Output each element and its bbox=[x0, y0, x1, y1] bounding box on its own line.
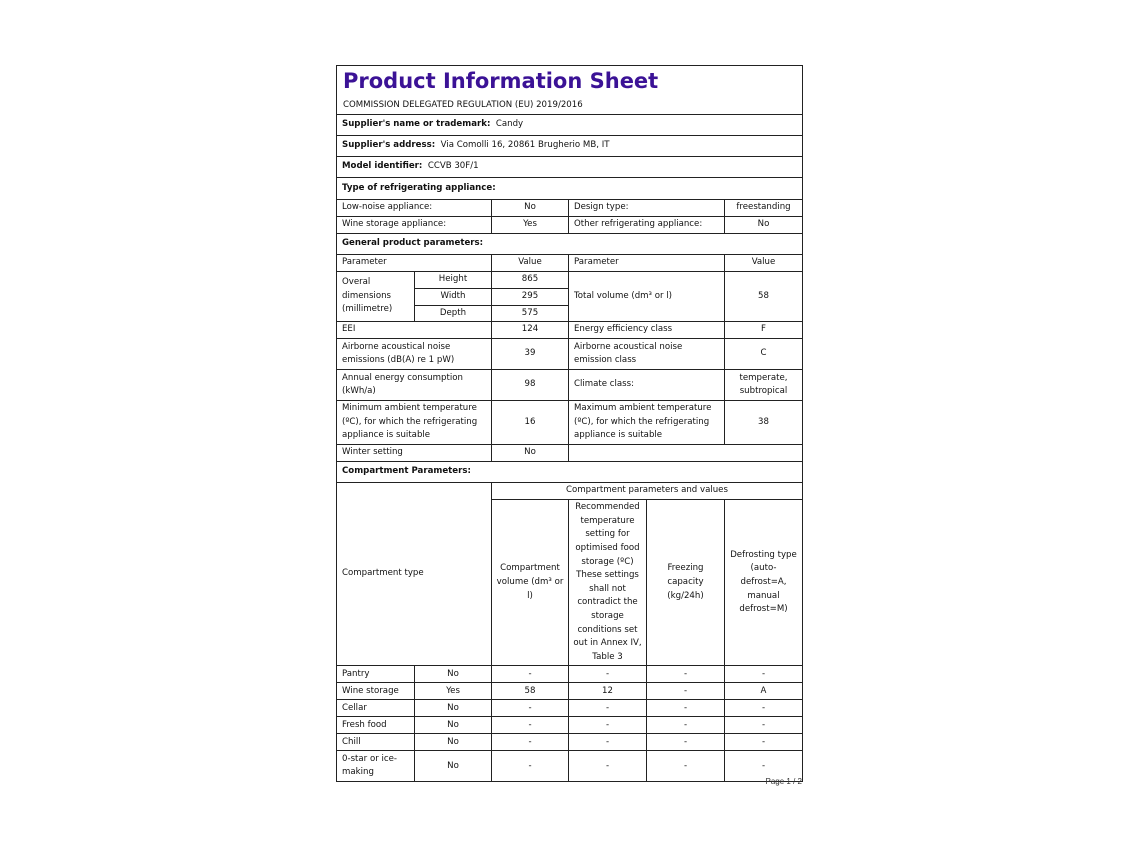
compartment-row bbox=[337, 666, 803, 683]
type-row bbox=[337, 217, 803, 234]
compartment-defrost: - bbox=[725, 717, 803, 734]
compartment-row bbox=[337, 717, 803, 734]
type-label: Design type: bbox=[569, 200, 725, 217]
address-label: Supplier's address: bbox=[342, 140, 436, 151]
compartment-type-header: Compartment type bbox=[337, 483, 492, 666]
compartment-freezing: - bbox=[647, 683, 725, 700]
compartment-present: No bbox=[415, 717, 492, 734]
general-heading: General product parameters: bbox=[337, 234, 803, 255]
compartment-freezing: - bbox=[647, 666, 725, 683]
general-row bbox=[337, 322, 803, 339]
param-label: Energy efficiency class bbox=[569, 322, 725, 339]
temperature-header: Recommended temperature setting for optimised food storage (ºC) These settings shall not contradict the storage conditions set out in Annex IV, Table 3 bbox=[569, 500, 647, 666]
page-number: Page 1 / 2 bbox=[765, 777, 802, 786]
compartment-group-header: Compartment parameters and values bbox=[492, 483, 803, 500]
winter-label: Winter setting bbox=[337, 445, 492, 462]
page-title: Product Information Sheet bbox=[343, 69, 659, 93]
column-header: Value bbox=[725, 255, 803, 272]
title-cell bbox=[337, 66, 803, 115]
param-label: Maximum ambient temperature (ºC), for which the refrigerating appliance is suitable bbox=[569, 401, 725, 445]
width-value: 295 bbox=[492, 289, 569, 306]
param-value: 16 bbox=[492, 401, 569, 445]
address-value: Via Comolli 16, 20861 Brugherio MB, IT bbox=[440, 140, 610, 151]
compartment-defrost: A bbox=[725, 683, 803, 700]
general-heading-row bbox=[337, 234, 803, 255]
width-label: Width bbox=[415, 289, 492, 306]
supplier-label: Supplier's name or trademark: bbox=[342, 119, 491, 130]
compartment-freezing: - bbox=[647, 751, 725, 782]
defrost-header: Defrosting type (auto-defrost=A, manual defrost=M) bbox=[725, 500, 803, 666]
model-value: CCVB 30F/1 bbox=[427, 161, 479, 172]
type-label: Other refrigerating appliance: bbox=[569, 217, 725, 234]
param-label: Annual energy consumption (kWh/a) bbox=[337, 370, 492, 401]
title-row bbox=[337, 66, 803, 115]
type-heading-row bbox=[337, 178, 803, 200]
param-value: 98 bbox=[492, 370, 569, 401]
address-row bbox=[337, 136, 803, 157]
compartment-present: No bbox=[415, 734, 492, 751]
compartment-volume: - bbox=[492, 700, 569, 717]
winter-row bbox=[337, 445, 803, 462]
type-value: No bbox=[725, 217, 803, 234]
compartment-temperature: - bbox=[569, 666, 647, 683]
compartment-temperature: 12 bbox=[569, 683, 647, 700]
compartment-name: Fresh food bbox=[337, 717, 415, 734]
param-value: F bbox=[725, 322, 803, 339]
type-heading: Type of refrigerating appliance: bbox=[337, 178, 803, 200]
compartment-volume: - bbox=[492, 751, 569, 782]
volume-header: Compartment volume (dm³ or l) bbox=[492, 500, 569, 666]
total-volume-value: 58 bbox=[725, 272, 803, 322]
compartment-row bbox=[337, 700, 803, 717]
compartment-name: Cellar bbox=[337, 700, 415, 717]
type-label: Low-noise appliance: bbox=[337, 200, 492, 217]
param-label: Climate class: bbox=[569, 370, 725, 401]
column-header: Value bbox=[492, 255, 569, 272]
compartment-temperature: - bbox=[569, 734, 647, 751]
freezing-header: Freezing capacity (kg/24h) bbox=[647, 500, 725, 666]
param-value: temperate, subtropical bbox=[725, 370, 803, 401]
compartment-volume: - bbox=[492, 666, 569, 683]
supplier-row bbox=[337, 115, 803, 136]
height-value: 865 bbox=[492, 272, 569, 289]
general-row bbox=[337, 339, 803, 370]
type-label: Wine storage appliance: bbox=[337, 217, 492, 234]
compartment-header-row bbox=[337, 483, 803, 500]
compartment-present: No bbox=[415, 666, 492, 683]
product-information-sheet bbox=[336, 65, 802, 782]
compartment-volume: - bbox=[492, 717, 569, 734]
general-row bbox=[337, 401, 803, 445]
compartment-defrost: - bbox=[725, 700, 803, 717]
type-value: No bbox=[492, 200, 569, 217]
compartment-name: Chill bbox=[337, 734, 415, 751]
compartment-freezing: - bbox=[647, 700, 725, 717]
type-row bbox=[337, 200, 803, 217]
compartment-temperature: - bbox=[569, 717, 647, 734]
param-value: C bbox=[725, 339, 803, 370]
column-header: Parameter bbox=[569, 255, 725, 272]
regulation-text: COMMISSION DELEGATED REGULATION (EU) 2019/2016 bbox=[343, 100, 583, 110]
param-label: Airborne acoustical noise emissions (dB(A) re 1 pW) bbox=[337, 339, 492, 370]
compartment-name: Pantry bbox=[337, 666, 415, 683]
param-value: 38 bbox=[725, 401, 803, 445]
dimension-row bbox=[337, 272, 803, 289]
compartment-freezing: - bbox=[647, 734, 725, 751]
type-value: Yes bbox=[492, 217, 569, 234]
compartment-name: Wine storage bbox=[337, 683, 415, 700]
compartment-present: Yes bbox=[415, 683, 492, 700]
model-label: Model identifier: bbox=[342, 161, 423, 172]
type-value: freestanding bbox=[725, 200, 803, 217]
model-row bbox=[337, 157, 803, 178]
param-value: 39 bbox=[492, 339, 569, 370]
compartment-defrost: - bbox=[725, 734, 803, 751]
info-table bbox=[336, 65, 803, 782]
compartment-defrost: - bbox=[725, 751, 803, 782]
general-header-row bbox=[337, 255, 803, 272]
compartment-volume: - bbox=[492, 734, 569, 751]
param-label: Minimum ambient temperature (ºC), for which the refrigerating appliance is suitable bbox=[337, 401, 492, 445]
compartment-heading-row bbox=[337, 462, 803, 483]
compartment-present: No bbox=[415, 700, 492, 717]
compartment-heading: Compartment Parameters: bbox=[337, 462, 803, 483]
compartment-volume: 58 bbox=[492, 683, 569, 700]
depth-label: Depth bbox=[415, 305, 492, 322]
compartment-name: 0-star or ice-making bbox=[337, 751, 415, 782]
param-label: EEI bbox=[337, 322, 492, 339]
total-volume-label: Total volume (dm³ or l) bbox=[569, 272, 725, 322]
compartment-row bbox=[337, 683, 803, 700]
compartment-temperature: - bbox=[569, 751, 647, 782]
general-row bbox=[337, 370, 803, 401]
dimensions-label: Overal dimensions (millimetre) bbox=[337, 272, 415, 322]
compartment-row bbox=[337, 734, 803, 751]
compartment-freezing: - bbox=[647, 717, 725, 734]
param-value: 124 bbox=[492, 322, 569, 339]
param-label: Airborne acoustical noise emission class bbox=[569, 339, 725, 370]
column-header: Parameter bbox=[337, 255, 492, 272]
compartment-temperature: - bbox=[569, 700, 647, 717]
supplier-value: Candy bbox=[495, 119, 524, 130]
height-label: Height bbox=[415, 272, 492, 289]
compartment-present: No bbox=[415, 751, 492, 782]
compartment-defrost: - bbox=[725, 666, 803, 683]
winter-value: No bbox=[492, 445, 569, 462]
depth-value: 575 bbox=[492, 305, 569, 322]
